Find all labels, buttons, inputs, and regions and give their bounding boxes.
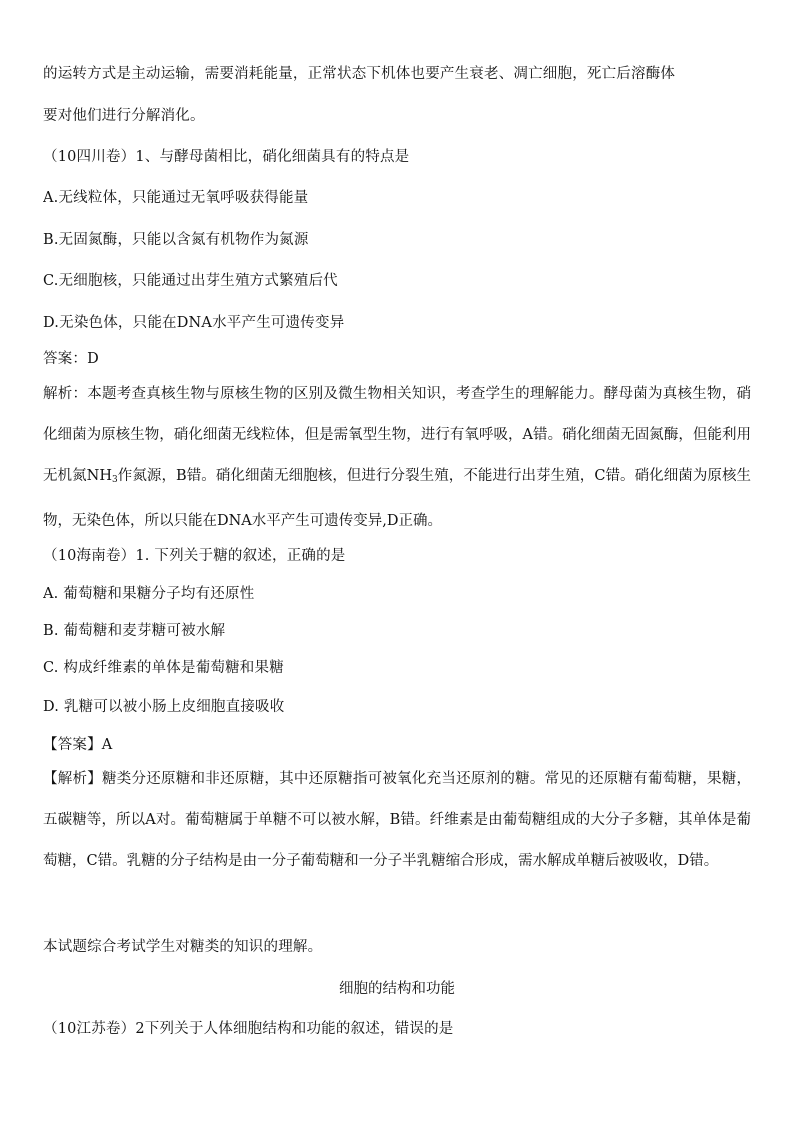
question-2-stem: （10海南卷）1. 下列关于糖的叙述，正确的是 (43, 548, 346, 564)
question-1-answer: 答案：D (43, 351, 99, 367)
question-2-answer: 【答案】A (43, 737, 113, 753)
question-1-analysis-subscript: 3 (112, 475, 118, 485)
question-1-analysis (43, 374, 751, 542)
question-1-analysis-part-1: 解析：本题考查真核生物与原核生物的区别及微生物相关知识，考查学生的理解能力。酵母菌为真核生物，硝化细菌为原核生物，硝化细菌无线粒体，但是需氧型生物，进行有氧呼吸，A错。硝化细菌无固氮酶，但能利用无机氮NH (43, 386, 751, 484)
intro-line-2: 要对他们进行分解消化。 (43, 108, 205, 124)
question-1-option-a: A.无线粒体，只能通过无氧呼吸获得能量 (43, 190, 309, 206)
question-1-option-d: D.无染色体，只能在DNA水平产生可遗传变异 (43, 315, 345, 331)
question-2-option-a: A. 葡萄糖和果糖分子均有还原性 (43, 586, 255, 602)
question-1-option-b: B.无固氮酶，只能以含氮有机物作为氮源 (43, 232, 309, 248)
question-1-stem: （10四川卷）1、与酵母菌相比，硝化细菌具有的特点是 (43, 149, 410, 165)
question-2-summary: 本试题综合考试学生对糖类的知识的理解。 (43, 939, 323, 955)
question-2-option-d: D. 乳糖可以被小肠上皮细胞直接吸收 (43, 699, 285, 715)
question-3-stem: （10江苏卷）2下列关于人体细胞结构和功能的叙述，错误的是 (43, 1021, 454, 1037)
section-title: 细胞的结构和功能 (339, 981, 455, 997)
question-1-analysis-part-2: 作氮源，B错。硝化细菌无细胞核，但进行分裂生殖，不能进行出芽生殖，C错。硝化细菌为原核生物，无染色体，所以只能在DNA水平产生可遗传变异,D正确。 (43, 468, 751, 529)
intro-line-1: 的运转方式是主动运输，需要消耗能量，正常状态下机体也要产生衰老、凋亡细胞，死亡后溶酶体 (43, 66, 676, 82)
question-1-option-c: C.无细胞核，只能通过出芽生殖方式繁殖后代 (43, 273, 338, 289)
question-2-option-b: B. 葡萄糖和麦芽糖可被水解 (43, 623, 226, 639)
question-2-analysis: 【解析】糖类分还原糖和非还原糖，其中还原糖指可被氧化充当还原剂的糖。常见的还原糖有葡萄糖，果糖，五碳糖等，所以A对。葡萄糖属于单糖不可以被水解，B错。纤维素是由葡萄糖组成的大分子多糖，其单体是葡萄糖，C错。乳糖的分子结构是由一分子葡萄糖和一分子半乳糖缩合形成，需水解成单糖后被吸收，D错。 (43, 771, 751, 869)
question-2-option-c: C. 构成纤维素的单体是葡萄糖和果糖 (43, 660, 284, 676)
